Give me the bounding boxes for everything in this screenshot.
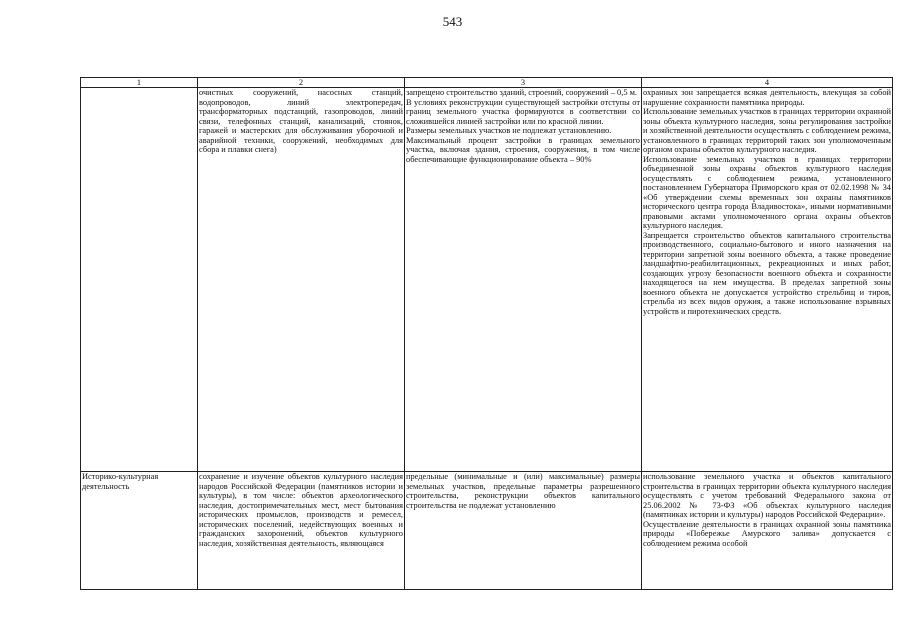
paragraph: охранных зон запрещается всякая деятельность, влекущая за собой нарушение сохранности памятника природы. xyxy=(643,88,891,107)
paragraph: запрещено строительство зданий, строений, сооружений – 0,5 м. xyxy=(406,88,637,97)
paragraph: Максимальный процент застройки в границах земельного участка, включая здания, строения, сооружения, в том числе обеспечивающие функционирование объекта – 90% xyxy=(406,135,640,164)
paragraph: Использование земельных участков в границах территории объединенной зоны охраны объектов культурного наследия осуществлять с соблюдением режима, установленного постановлением Губернатора Приморского края от 02.02.1998 № 34 «Об утверждении схемы временных зон охраны памятников исторического центра города Владивостока», иными нормативными правовыми актами уполномоченного органа охраны объектов культурного наследия. xyxy=(643,154,891,230)
paragraph: В условиях реконструкции существующей застройки отступы от границ земельного участка формируются в соответствии со сложившейся линией застройки или по красной линии. xyxy=(406,97,640,126)
paragraph: Использование земельных участков в границах территории охранной зоны объекта культурного наследия, зоны регулирования застройки и хозяйственной деятельности осуществлять с соблюдением режима, установленного в границах территорий таких зон уполномоченным органом охраны объектов культурного наследия. xyxy=(643,107,891,154)
column-header-4: 4 xyxy=(642,78,893,88)
construction-parameters-cell xyxy=(405,472,642,590)
table-row xyxy=(81,472,893,590)
paragraph: использование земельного участка и объектов капитального строительства в границах территории объекта культурного наследия осуществлять с учетом требований Федерального закона от 25.06.2002 № 73-ФЗ «Об объектах культурного наследия (памятниках истории и культуры) народов Российской Федерации». xyxy=(643,472,891,519)
table-header-row xyxy=(81,78,893,88)
land-use-type-cell xyxy=(81,88,198,472)
paragraph: предельные (минимальные и (или) максимальные) размеры земельных участков, предельные параметры разрешенного строительства, реконструкции объектов капитального строительства не подлежат установлению xyxy=(406,472,640,510)
paragraph: Размеры земельных участков не подлежат установлению. xyxy=(406,126,612,135)
column-header-3: 3 xyxy=(405,78,642,88)
restrictions-cell xyxy=(642,472,893,590)
land-use-type-cell xyxy=(81,472,198,590)
restrictions-cell xyxy=(642,88,893,472)
construction-parameters-cell xyxy=(405,88,642,472)
table-row xyxy=(81,88,893,472)
column-header-1: 1 xyxy=(81,78,198,88)
land-use-name: Историко-культурная деятельность xyxy=(82,472,159,491)
permitted-use-description-cell: очистных сооружений, насосных станций, водопроводов, линий электропередач, трансформаторных подстанций, газопроводов, линий связи, телефонных станций, канализаций, стоянок, гаражей и мастерских для обслуживания уборочной и аварийной техники, сооружений, необходимых для сбора и плавки снега) xyxy=(198,88,405,472)
column-header-2: 2 xyxy=(198,78,405,88)
zoning-regulations-table xyxy=(80,77,893,590)
permitted-use-description-cell: сохранение и изучение объектов культурного наследия народов Российской Федерации (памятников истории и культуры), в том числе: объектов археологического наследия, достопримечательных мест, мест бытования исторических промыслов, производств и ремесел, исторических поселений, недействующих военных и гражданских захоронений, объектов культурного наследия, хозяйственная деятельность, являющаяся xyxy=(198,472,405,590)
paragraph: Запрещается строительство объектов капитального строительства производственного, социально-бытового и иного назначения на территории запретной зоны военного объекта, а также проведение ландшафтно-реабилитационных, рекреационных и иных работ, создающих угрозу безопасности военного объекта и сохранности находящегося на нем имущества. В пределах запретной зоны военного объекта не допускается устройство стрельбищ и тиров, стрельба из всех видов оружия, а также использование взрывных устройств и пиротехнических средств. xyxy=(643,230,891,316)
paragraph: Осуществление деятельности в границах охранной зоны памятника природы «Побережье Амурского залива» допускается с соблюдением режима особой xyxy=(643,519,891,548)
page-number: 543 xyxy=(442,14,463,29)
